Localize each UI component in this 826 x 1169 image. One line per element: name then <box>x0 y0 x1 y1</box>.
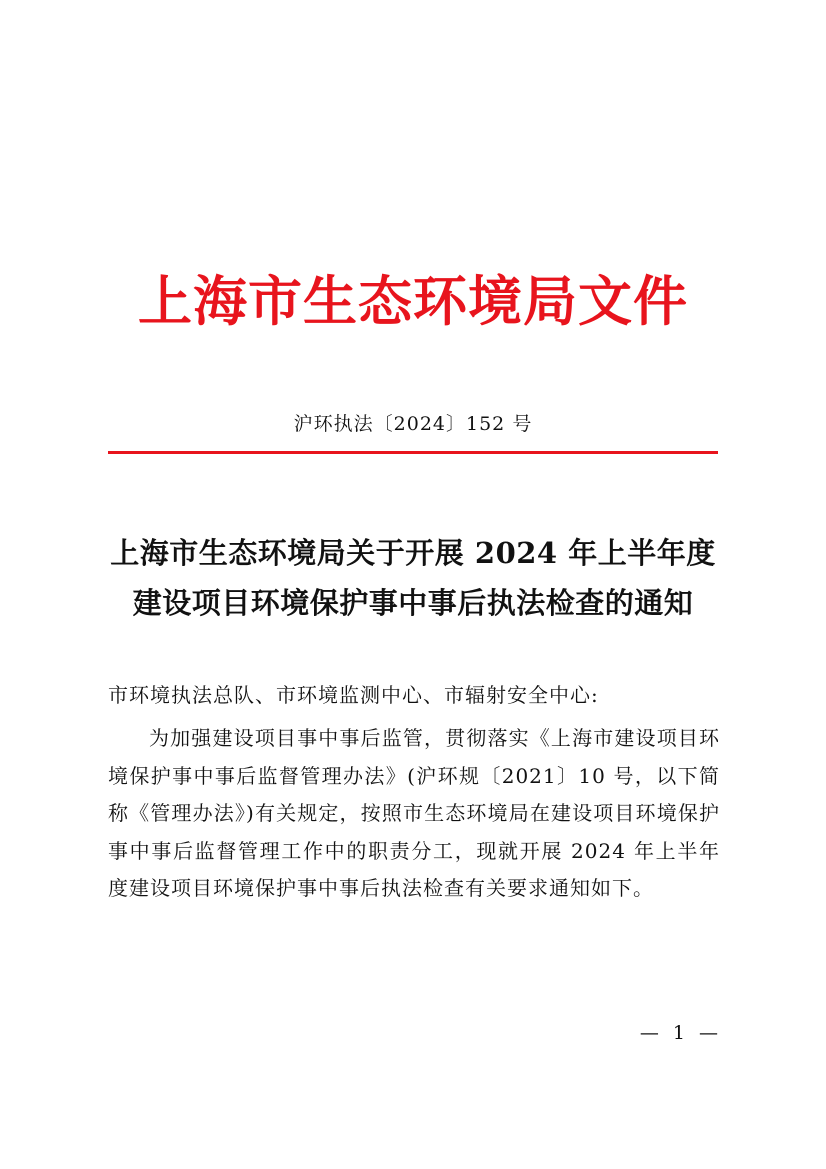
body-paragraph: 为加强建设项目事中事后监管，贯彻落实《上海市建设项目环境保护事中事后监督管理办法》(沪环规〔2021〕10 号，以下简称《管理办法》)有关规定，按照市生态环境局在建设项目环境保护事中事后监督管理工作中的职责分工，现就开展 2024 年上半年度建设项目环境保护事中事后执法检查有关要求通知如下。 <box>108 726 720 900</box>
notice-title <box>0 528 826 628</box>
issuer-heading: 上海市生态环境局文件 <box>138 269 688 333</box>
document-number: 沪环执法〔2024〕152 号 <box>293 413 533 435</box>
red-divider-line <box>108 451 718 454</box>
title-line-2: 建设项目环境保护事中事后执法检查的通知 <box>132 586 694 620</box>
addressee: 市环境执法总队、市环境监测中心、市辐射安全中心: <box>108 683 599 707</box>
page-number: — 1 — <box>639 1022 722 1044</box>
title-line-1: 上海市生态环境局关于开展 2024 年上半年度 <box>110 536 716 570</box>
